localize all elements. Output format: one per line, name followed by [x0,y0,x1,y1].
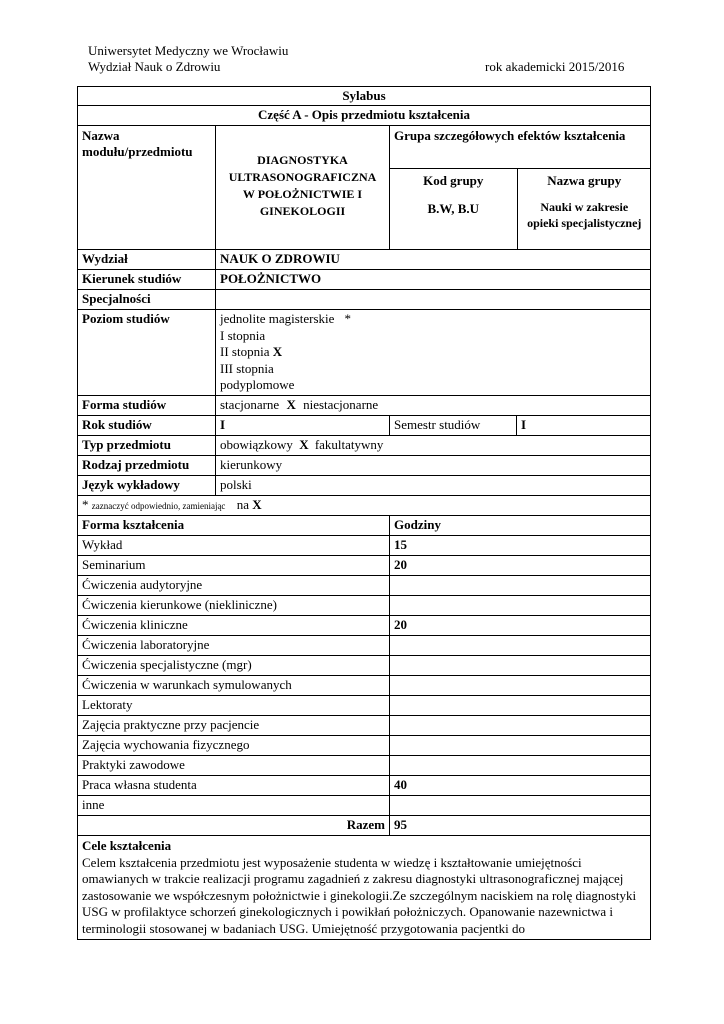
direction-value: POŁOŻNICTWO [216,270,651,290]
hours-row-name: Ćwiczenia specjalistyczne (mgr) [78,656,390,676]
hours-row [78,796,651,816]
hours-row-name: inne [78,796,390,816]
direction-label: Kierunek studiów [78,270,216,290]
syllabus-title: Sylabus [78,87,651,106]
hours-row-value [390,576,651,596]
faculty-label: Wydział [78,250,216,270]
group-header: Grupa szczegółowych efektów kształcenia [394,128,626,143]
lang-label: Język wykładowy [78,476,216,496]
semester-label: Semestr studiów [390,416,517,436]
type-options: obowiązkowy X fakultatywny [216,436,651,456]
hours-row [78,736,651,756]
module-name: DIAGNOSTYKA ULTRASONOGRAFICZNA W POŁOŻNICTWIE I GINEKOLOGII [228,153,377,218]
specialty-label: Specjalności [78,290,216,310]
hours-row-value: 20 [390,556,651,576]
hours-row-value [390,756,651,776]
form-mark: X [286,397,296,412]
hours-row-value [390,696,651,716]
type-mark: X [299,437,309,452]
module-label: Nazwa modułu/przedmiotu [78,126,216,250]
module-name-cell [216,126,390,250]
header-left [88,43,288,75]
academic-year: rok akademicki 2015/2016 [485,59,625,74]
level-opt-1: jednolite magisterskie * [220,311,351,326]
hours-col2-header: Godziny [390,516,651,536]
hours-row-name: Ćwiczenia kierunkowe (niekliniczne) [78,596,390,616]
level-opt-3-mark: X [272,344,283,359]
hours-row [78,656,651,676]
hours-row-name: Ćwiczenia laboratoryjne [78,636,390,656]
hours-row-name: Seminarium [78,556,390,576]
note-mark: X [252,497,262,512]
type-label: Typ przedmiotu [78,436,216,456]
hours-row-value [390,676,651,696]
level-opt-2: I stopnia [220,327,266,343]
hours-rows [78,536,651,816]
level-options [216,310,651,396]
hours-row-value [390,716,651,736]
group-name-label: Nazwa grupy [547,173,622,188]
note-text: zaznaczyć odpowiednio, zamieniając [91,501,226,511]
hours-row-name: Wykład [78,536,390,556]
university-name: Uniwersytet Medyczny we Wrocławiu [88,43,289,58]
hours-row [78,576,651,596]
total-value: 95 [390,816,651,836]
specialty-value [216,290,651,310]
group-code-label: Kod grupy [423,173,484,188]
hours-row-value: 40 [390,776,651,796]
hours-row-value: 15 [390,536,651,556]
syllabus-subtitle: Część A - Opis przedmiotu kształcenia [78,106,651,126]
level-opt-1-mark: * [344,311,351,326]
hours-row-name: Zajęcia praktyczne przy pacjencie [78,716,390,736]
total-label: Razem [78,816,390,836]
form-label: Forma studiów [78,396,216,416]
level-label: Poziom studiów [78,310,216,396]
hours-col1-header: Forma kształcenia [78,516,390,536]
syllabus-table [77,86,651,940]
hours-row [78,536,651,556]
hours-row-value: 20 [390,616,651,636]
hours-row-name: Ćwiczenia audytoryjne [78,576,390,596]
kind-label: Rodzaj przedmiotu [78,456,216,476]
hours-row-value [390,656,651,676]
hours-row [78,636,651,656]
kind-value: kierunkowy [216,456,651,476]
faculty-value: NAUK O ZDROWIU [216,250,651,270]
faculty-name: Wydział Nauk o Zdrowiu [88,59,221,74]
hours-row-name: Praktyki zawodowe [78,756,390,776]
hours-row-name: Lektoraty [78,696,390,716]
semester-value: I [517,416,651,436]
hours-row-value [390,796,651,816]
group-name-cell [517,169,651,250]
group-code-cell [390,169,517,250]
hours-row [78,676,651,696]
year-value: I [216,416,390,436]
hours-row-name: Ćwiczenia w warunkach symulowanych [78,676,390,696]
form-options: stacjonarne X niestacjonarne [216,396,651,416]
goals-label: Cele kształcenia [82,838,172,853]
hours-row-name: Ćwiczenia kliniczne [78,616,390,636]
hours-row [78,696,651,716]
group-name-value: Nauki w zakresie opieki specjalistycznej [527,200,642,230]
note-row: * zaznaczyć odpowiednio, zamieniając na X [78,496,651,516]
hours-row [78,756,651,776]
group-code-value: B.W, B.U [427,201,480,216]
hours-row [78,716,651,736]
group-cell [390,126,651,250]
level-opt-4: III stopnia [220,360,274,376]
hours-row-name: Praca własna studenta [78,776,390,796]
hours-row [78,596,651,616]
level-opt-3: II stopnia X [220,344,283,359]
year-label: Rok studiów [78,416,216,436]
level-opt-5: podyplomowe [220,377,295,392]
hours-row [78,776,651,796]
hours-row-value [390,636,651,656]
hours-row [78,616,651,636]
hours-row-name: Zajęcia wychowania fizycznego [78,736,390,756]
goals-text: Celem kształcenia przedmiotu jest wyposażenie studenta w wiedzę i kształtowanie umiejętności omawianych w trakcie realizacji programu zagadnień z zakresu diagnostyki ultrasonograficznej mającej zastosowanie we współczesnym położnictwie i ginekologii.Ze szczególnym naciskiem na rolę diagnostyki USG w profilaktyce schorzeń ginekologicznych i powikłań położniczych. Opanowanie nazewnictwa i terminologii stosowanej w badaniach USG. Umiejętność przygotowania pacjentki do [82,854,637,936]
lang-value: polski [216,476,651,496]
goals-cell [78,836,651,940]
hours-row-value [390,596,651,616]
hours-row-value [390,736,651,756]
hours-row [78,556,651,576]
group-subtable [390,168,651,249]
